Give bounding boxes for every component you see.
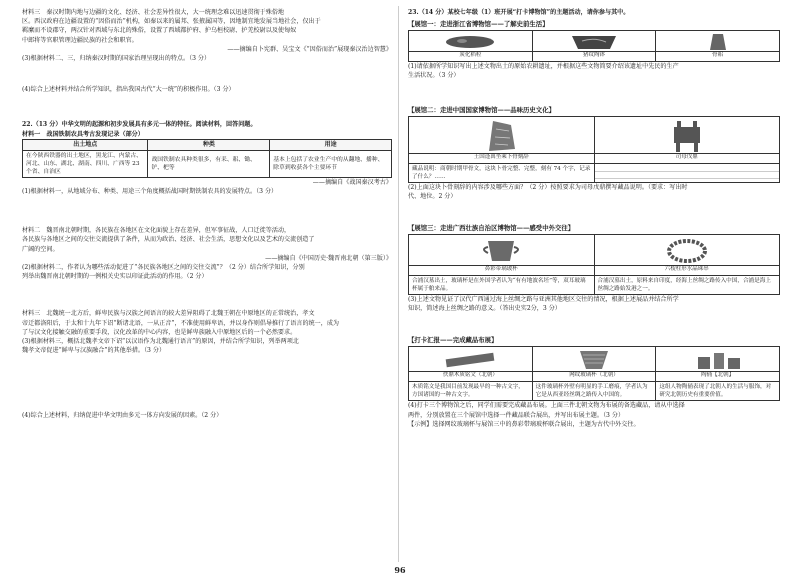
exhibit-card — [409, 347, 533, 381]
exhibit-caption: 陶俑【北朝】 — [656, 371, 779, 379]
question-22-4: (4)综合上述材料，归纳促进中华文明由多元一体方向发展的因素。（2 分） — [22, 412, 223, 420]
material-3-line: 材料三 秦汉时期内地与边疆的文化、经济、社会差异性很大，大一统理念难以迅速贯彻于殊俗地 — [22, 9, 285, 16]
table-header: 种类 — [148, 139, 270, 150]
bone-spade-image — [698, 33, 738, 51]
left-column — [22, 8, 392, 421]
exhibit-description-blank — [595, 164, 780, 182]
question-21-3: (3)根据材料二、三，归纳秦汉时期的国家治理呈现出的特点。（3 分） — [22, 55, 211, 63]
rice-grain-image — [440, 33, 500, 51]
material-3-line: 羁縻而不设郡守，两汉针对西域与东北的殊俗，设置了西域都护府、护乌桓校尉、护羌校尉以及使匈奴 — [22, 27, 297, 35]
question-23-2-line: 代、地位。2 分） — [408, 192, 457, 200]
material-2-line: 广阔的空间。 — [22, 245, 59, 253]
material-3-line: 中郎将等官职管理边疆民族的社会和职官。 — [22, 36, 138, 44]
exhibit-description: 这件玻璃杯外壁有明显的手工磨痕，学者认为它是从西亚经丝绸之路传入中国的。 — [533, 382, 657, 400]
exhibit-caption: 骨耜 — [656, 51, 779, 59]
column-divider — [398, 6, 399, 562]
question-23-3-line: 知识，简述海上丝绸之路的意义。（答出史实2分，3 分） — [408, 305, 561, 313]
table-header: 出土地点 — [23, 139, 148, 150]
exhibit-caption: 六棱柱形水晶珠串 — [595, 265, 780, 273]
question-22-2-line: (2)根据材料二，作者认为哪些活动促进了“各民族各地区之间的交往交流”？（2 分）结合所学知识，分别 — [22, 264, 305, 272]
question-22-heading: 22.（13 分）中华文明的起源和初步发展具有多元一体的特征。阅读材料，回答问题。 — [22, 121, 257, 129]
wooden-slip-image — [440, 349, 500, 371]
exhibit-card — [595, 235, 780, 275]
material-2-source: ——摘编自《中国历史·魏晋南北朝（第三版）》 — [265, 254, 392, 262]
exhibit-caption: 司母戊鼎 — [595, 153, 780, 161]
exhibit-card — [409, 117, 595, 163]
hall-2-exhibits — [408, 116, 780, 164]
exhibit-caption: 炭化稻粒 — [409, 51, 532, 59]
hall-2-title: 【展馆二：走进中国国家博物馆——品味历史文化】 — [408, 105, 555, 114]
exhibit-caption: 网纹玻璃杯（北朝） — [533, 371, 656, 379]
exhibit-card — [595, 117, 780, 163]
report-exhibits — [408, 346, 780, 382]
table-cell: 在今陕西铁器的出土地区，黑龙江、内蒙古、河北、山东、湖北、湖南、四川、广西等 23 个省、自治区 — [23, 150, 148, 177]
material-2-line: 各民族与各地区之间的交往交流提供了条件，从而为政治、经济、社会生活，思想文化以及艺术的交流创造了 — [22, 236, 315, 244]
question-23-1-line: 生活状况。（3 分） — [408, 72, 460, 80]
iron-tools-table — [22, 139, 392, 178]
exhibit-description: 木质铭文是我国目前发现最早的一种古文字，方国诸国的一种古文字。 — [409, 382, 533, 400]
oracle-bone-image — [481, 119, 521, 153]
hall-1-title: 【展馆一：走进浙江省博物馆——了解史前生活】 — [408, 20, 549, 29]
crystal-beads-image — [662, 237, 712, 265]
page-number: 96 — [394, 565, 406, 575]
material-3b-line: 了与汉文化接触交融的重要手段，汉化改革的中心内容，也是鲜卑族融入中原地区后的一个必然要求。 — [22, 328, 297, 336]
bronze-ding-image — [667, 119, 707, 153]
material-3-line: 区。西汉政府在边疆设置的“因俗而治”机构，如秦以来的属邦、张掖属国等，因地制宜地发展当地社会，仅出于 — [22, 18, 321, 26]
example-answer: 【示例】选择网纹玻璃杯与展馆三中的鼻彩带璃玻杯联合展出，主题为古代中外交往。 — [408, 420, 640, 428]
hall-3-exhibits — [408, 234, 780, 276]
exhibit-card — [656, 31, 779, 61]
exhibit-description: 合浦汉墓出土，原料来自印度，经海上丝绸之路传入中国，合浦是海上丝绸之路始发港之一。 — [597, 278, 771, 293]
question-23-4-line: 两件，分别放置在三个展馆中选择一件藏品联合展出，并写出布展主题。（3 分） — [408, 411, 625, 419]
question-22-3-line: (3)根据材料三，概括北魏孝文帝下诏“以汉语作为北魏通行语言”的原因，并结合所学知识，列举两项北 — [22, 338, 299, 346]
pottery-bowl-image — [564, 33, 624, 51]
mesh-glass-cup-image — [564, 349, 624, 371]
exhibit-caption: 鼻彩带璃玻杯 — [409, 265, 594, 273]
question-22-1: (1)根据材料一，从地域分布、种类、用途三个角度概括战国时期铁制农具的发展特点。（3 分） — [22, 188, 278, 196]
right-column — [408, 8, 780, 429]
exhibit-caption: 佚鼎木质铭文（北朝） — [409, 371, 532, 379]
hall-3-title: 【展馆三：走进广西壮族自治区博物馆——感受中外交往】 — [408, 224, 575, 233]
question-23-1-line: (1)请依据所学知识写出上述文物出土的原始农耕遗址，并根据这些文物简要介绍该遗址中先民的生产 — [408, 63, 679, 71]
table-cell: 战国铁制农具种类很多，有耒、耜、锄、铲、杷等 — [148, 150, 270, 177]
question-22-2-line: 列举出魏晋南北朝时期的一例相关史实以印证此活动的作用。（2 分） — [22, 273, 208, 281]
exhibit-card — [533, 31, 657, 61]
question-23-heading: 23.（14 分）某校七年级（1）班开展“打卡博物馆”的主题活动，请你参与其中。 — [408, 9, 630, 16]
hall-1-exhibits — [408, 30, 780, 62]
table-source: ——摘编自《战国秦汉考古》 — [312, 178, 392, 186]
material-3b-line: 材料三 北魏统一北方后，鲜卑民族与汉族之间语言的较大差异阻碍了北魏王朝在中原地区的正常统治，孝文 — [22, 310, 315, 318]
material-2-line: 材料二 魏晋南北朝时期，各民族在各地区在文化面貌上存在差异，但军事征战，人口迁徙等活动， — [22, 227, 291, 235]
exhibit-caption: 猪纹陶钵 — [533, 51, 656, 59]
material-1-title: 材料一 战国铁制农具考古发现记录（部分） — [22, 130, 144, 138]
table-header: 用途 — [270, 139, 392, 150]
glass-cup-image — [476, 237, 526, 265]
question-22-3-line: 魏孝文帝促进“鲜卑与汉族融合”的其他举措。（3 分） — [22, 347, 166, 355]
exhibit-card — [656, 347, 779, 381]
pottery-figures-image — [688, 349, 748, 371]
question-23-2-line: (2)上面这块卜骨刻辞的内容涉及哪些方面？（2 分）按照要求为司母戊鼎撰写藏品说明。（要求：写出时 — [408, 183, 688, 191]
material-3-source: ——摘编自卜宪群、吴宝文《“因俗而治”展现秦汉治边智慧》 — [227, 45, 392, 53]
question-23-3-line: (3)上述文物见证了汉代广西通过海上丝绸之路与亚洲其他地区交往的情况，根据上述展品并结合所学 — [408, 296, 679, 304]
question-23-4-line: (4)打卡三个博物馆之后，同学们需要完成藏品布展。上面三件北朝文物为布展的备选藏品，请从中选择 — [408, 402, 685, 410]
report-title: 【打卡汇报——完成藏品布展】 — [408, 336, 498, 345]
exhibit-card — [409, 235, 595, 275]
exhibit-card — [409, 31, 533, 61]
material-3b-line: 帝迁都洛阳后，于太和十九年下诏“断诸北语，一从正音”，不准使用鲜卑语，并以身作则倡导推行了语言的统一，成为 — [22, 319, 340, 327]
table-cell: 基本上包括了农业生产中的从翻地、播种、除草到收获各个主要环节 — [270, 150, 392, 177]
hall-3-descriptions — [408, 276, 780, 295]
hall-2-descriptions — [408, 164, 780, 183]
report-descriptions — [408, 382, 780, 401]
exhibit-caption: 王国逢萬坐乘卜骨刻辞 — [409, 153, 594, 161]
exhibit-description: 合浦汉墓出土，玻璃杯是在外国学者认为“有有地波名坯”等，双耳玻璃杯属于舶来品。 — [409, 276, 595, 294]
question-21-4: (4)综合上述材料并结合所学知识，指出我国古代“大一统”的积极作用。（3 分） — [22, 86, 235, 94]
exhibit-description: 藏品说明：商朝时期甲骨文，这块卜骨完整、完整，刻有 74 个字，记录了什么？…… — [409, 164, 595, 182]
exhibit-card — [533, 347, 657, 381]
exhibit-description: 这组人物陶俑表现了北朝人的生活与服饰，对研究北朝历史有重要价值。 — [659, 384, 772, 399]
